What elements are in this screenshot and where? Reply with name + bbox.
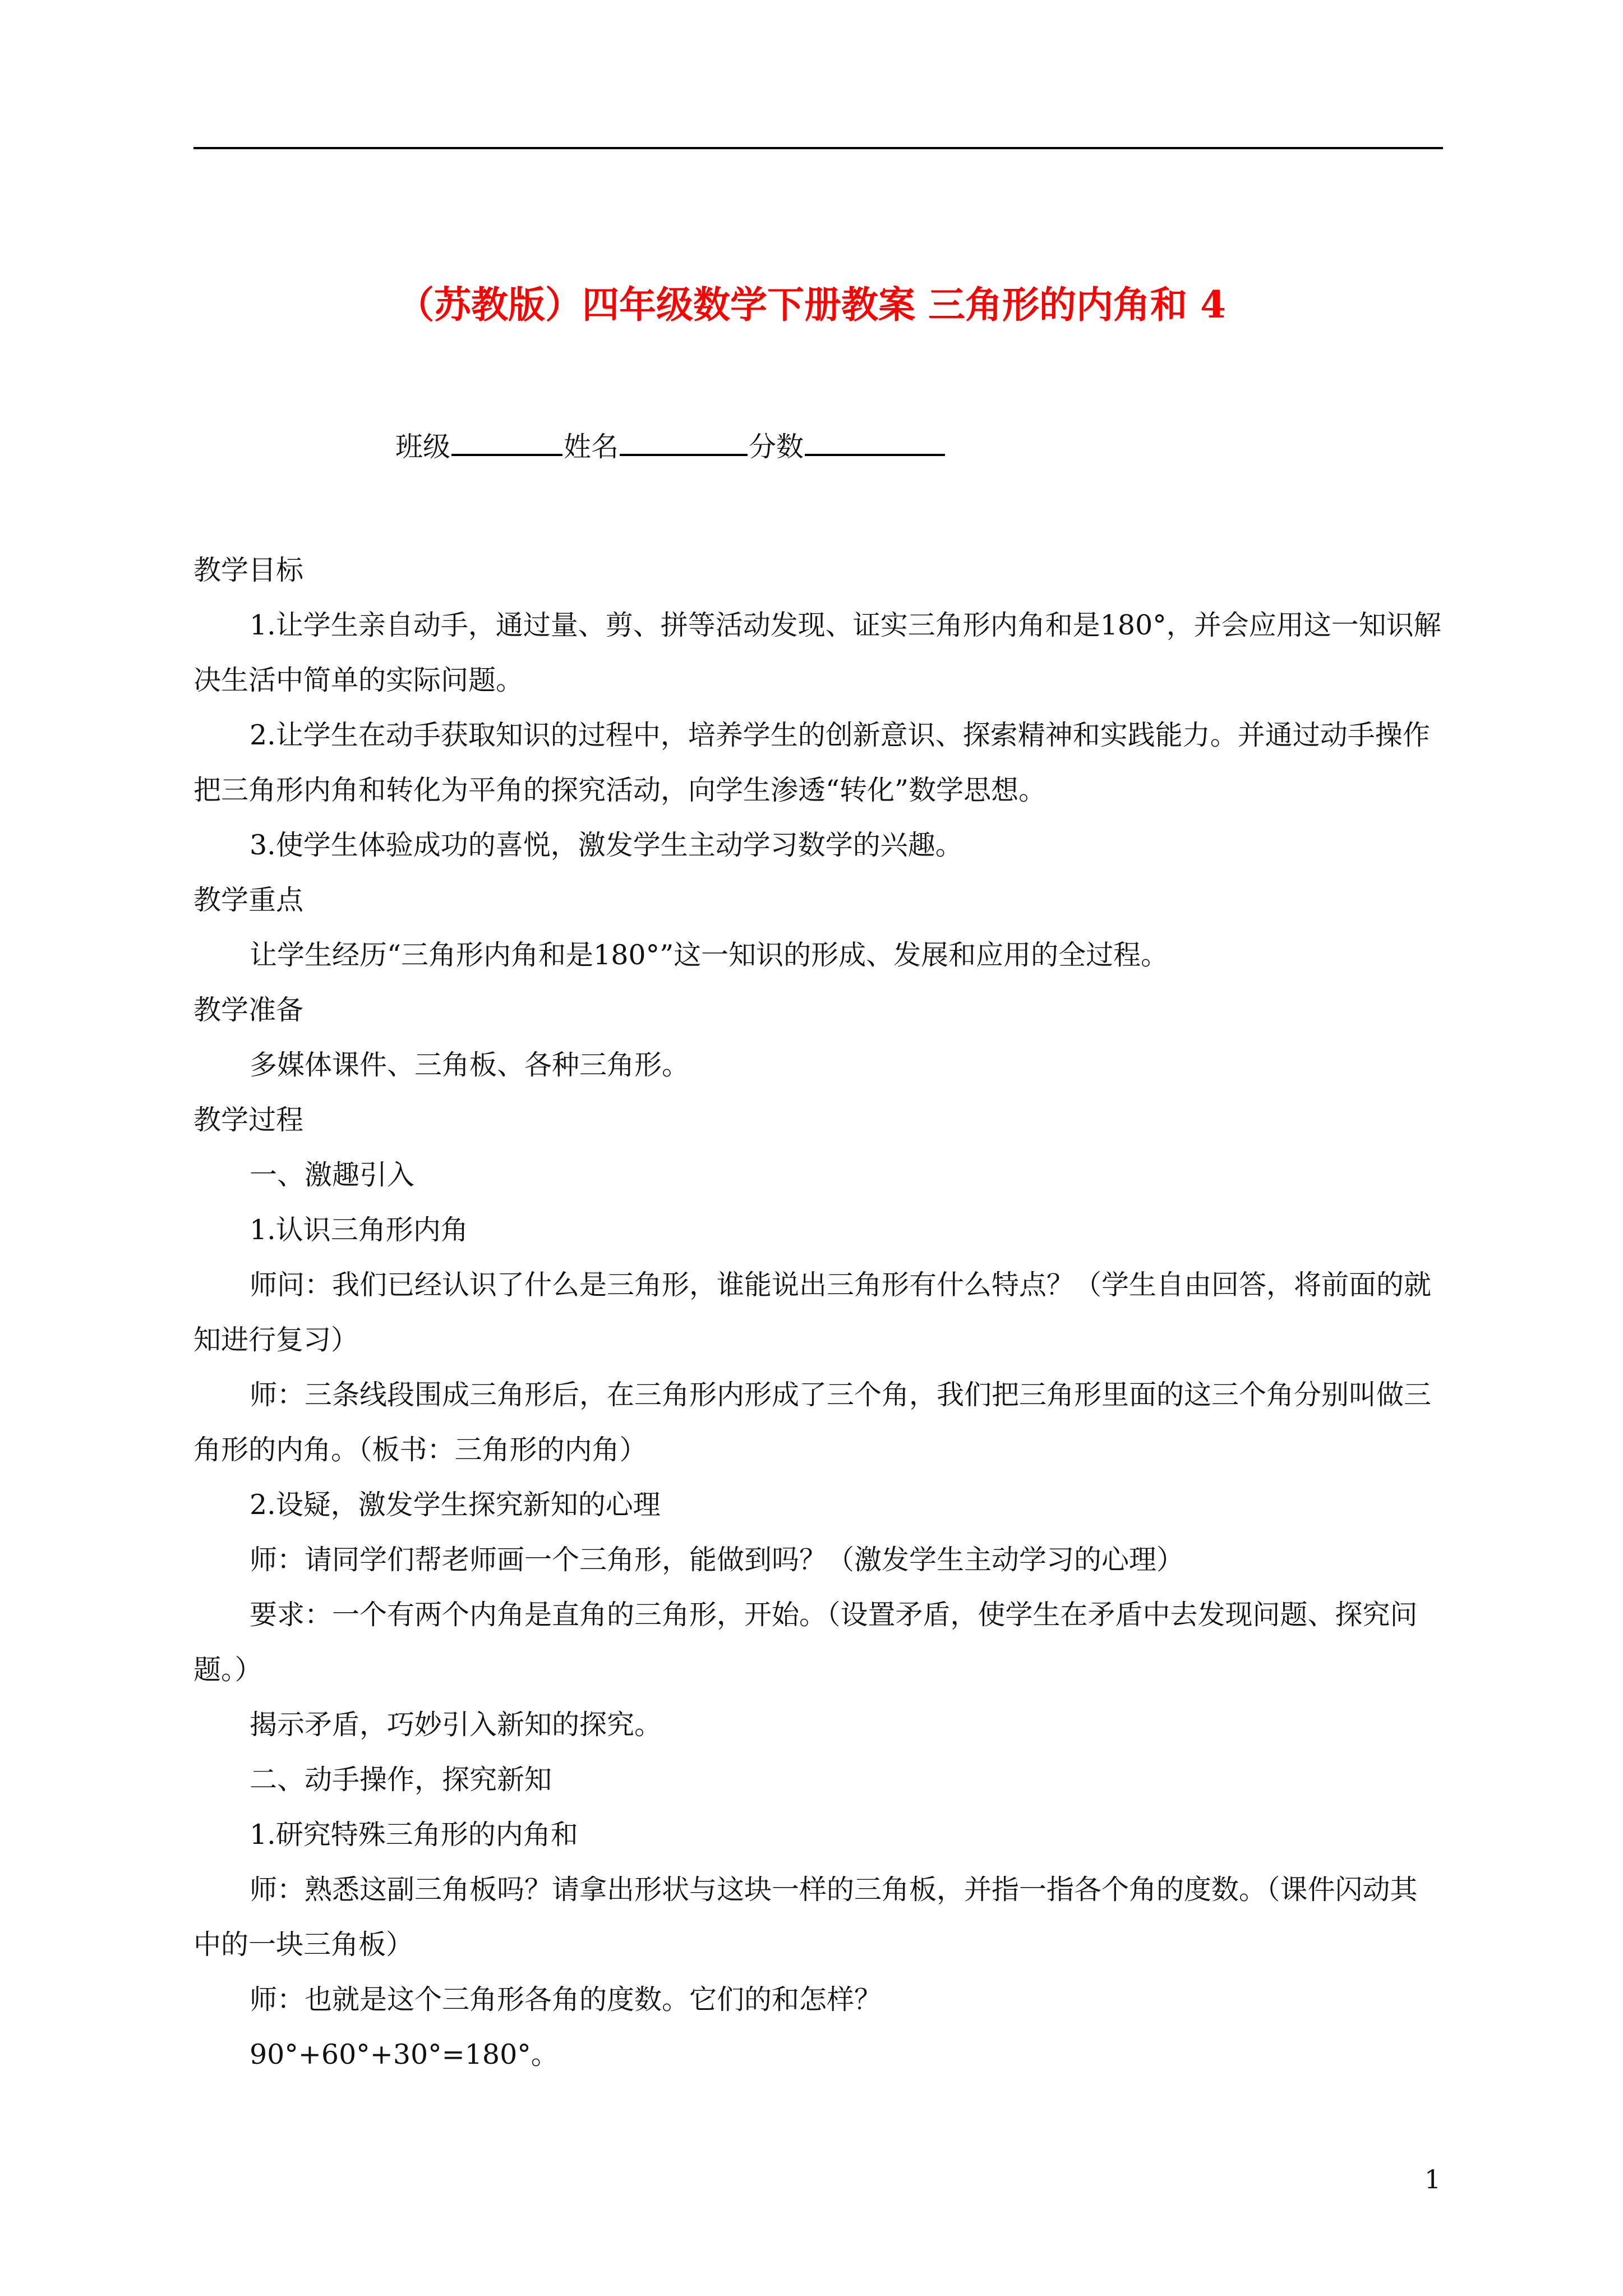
name-blank (620, 422, 748, 456)
class-label: 班级 (395, 431, 451, 463)
paragraph: 2.设疑，激发学生探究新知的心理 (250, 1489, 661, 1521)
paragraph: 90°+60°+30°=180°。 (250, 2039, 559, 2070)
paragraph: 3.使学生体验成功的喜悦，激发学生主动学习数学的兴趣。 (250, 829, 963, 861)
score-label: 分数 (749, 431, 804, 463)
paragraph: 二、动手操作，探究新知 (250, 1764, 552, 1796)
section-heading: 教学过程 (193, 1104, 304, 1136)
header-rule (193, 147, 1443, 149)
lesson-body (193, 543, 1443, 2082)
paragraph: 师：也就是这个三角形各角的度数。它们的和怎样？ (250, 1984, 882, 2016)
paragraph: 揭示矛盾，巧妙引入新知的探究。 (250, 1709, 662, 1741)
document-title: （苏教版）四年级数学下册教案 三角形的内角和 4 (397, 283, 1226, 326)
paragraph: 1.研究特殊三角形的内角和 (250, 1819, 578, 1851)
paragraph: 1.让学生亲自动手，通过量、剪、拼等活动发现、证实三角形内角和是180°，并会应用这一知识解决生活中简单的实际问题。 (193, 609, 1441, 696)
paragraph: 师：熟悉这副三角板吗？请拿出形状与这块一样的三角板，并指一指各个角的度数。（课件闪动其中的一块三角板） (193, 1874, 1418, 1961)
paragraph: 师：请同学们帮老师画一个三角形，能做到吗？（激发学生主动学习的心理） (250, 1544, 1184, 1576)
paragraph: 一、激趣引入 (250, 1159, 415, 1191)
section-heading: 教学目标 (193, 554, 304, 586)
paragraph: 师问：我们已经认识了什么是三角形，谁能说出三角形有什么特点？（学生自由回答，将前面的就知进行复习） (193, 1269, 1432, 1356)
paragraph: 师：三条线段围成三角形后，在三角形内形成了三个角，我们把三角形里面的这三个角分别叫做三角形的内角。（板书：三角形的内角） (193, 1379, 1432, 1466)
paragraph: 让学生经历“三角形内角和是180°”这一知识的形成、发展和应用的全过程。 (250, 939, 1169, 971)
page-number: 1 (1424, 2164, 1441, 2194)
section-heading: 教学准备 (193, 994, 304, 1026)
paragraph: 要求：一个有两个内角是直角的三角形，开始。（设置矛盾，使学生在矛盾中去发现问题、探究问题。） (193, 1599, 1418, 1686)
paragraph: 多媒体课件、三角板、各种三角形。 (250, 1049, 690, 1081)
name-label: 姓名 (564, 431, 619, 463)
paragraph: 1.认识三角形内角 (250, 1214, 468, 1246)
paragraph: 2.让学生在动手获取知识的过程中，培养学生的创新意识、探索精神和实践能力。并通过动手操作把三角形内角和转化为平角的探究活动，向学生渗透“转化”数学思想。 (193, 719, 1430, 806)
score-blank (805, 422, 945, 456)
student-info-line (395, 422, 946, 470)
section-heading: 教学重点 (193, 884, 304, 916)
class-blank (451, 422, 562, 456)
